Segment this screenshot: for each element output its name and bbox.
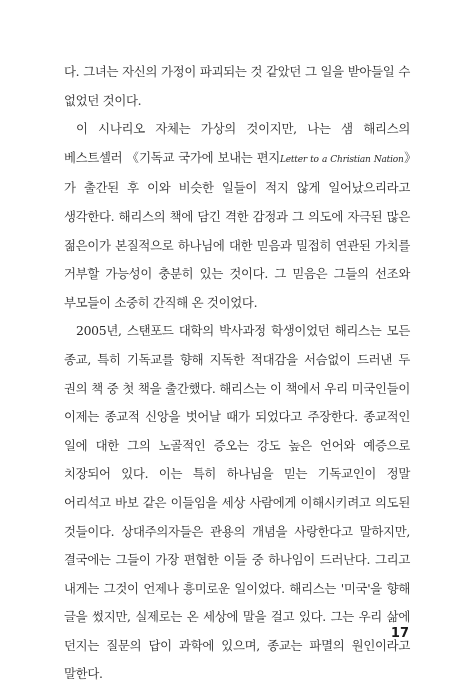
paragraph-2-text-before: 이 시나리오 자체는 가상의 것이지만, 나는 샘 해리스의 베스트셀러 《기독교 국가에 보내는 편지	[64, 121, 410, 165]
paragraph-2	[64, 115, 410, 317]
paragraph-1: 다. 그녀는 자신의 가정이 파괴되는 것 같았던 그 일을 받아들일 수 없었던 것이다.	[64, 64, 410, 108]
paragraph-3: 2005년, 스탠포드 대학의 박사과정 학생이었던 해리스는 모든 종교, 특히 기독교를 향해 지독한 적대감을 서슴없이 드러낸 두 권의 책 중 첫 책을 출간했다. 해리스는 이 책에서 우리 미국인들이 이제는 종교적 신앙을 벗어날 때가 되었다고 주장한다. 종교적인 일에 대한 그의 노골적인 증오는 강도 높은 언어와 예증으로 치장되어 있다. 이는 특히 하나님을 믿는 기독교인이 정말 어리석고 바보 같은 이들임을 세상 사람에게 이해시키려고 의도된 것들이다. 상대주의자들은 관용의 개념을 사랑한다고 말하지만, 결국에는 그들이 가장 편협한 이들 중 하나임이 드러난다. 그리고 내게는 그것이 언제나 흥미로운 일이었다. 해리스는 '미국'을 향해 글을 썼지만, 실제로는 온 세상에 말을 걸고 있다. 그는 우리 삶에 던지는 질문의 답이 과학에 있으며, 종교는 파멸의 원인이라고 말한다.	[64, 323, 410, 682]
page-number: 17	[390, 626, 409, 641]
body-text	[64, 58, 410, 689]
book-title-english: Letter to a Christian Nation	[279, 154, 404, 165]
paragraph-2-text-after: 》가 출간된 후 이와 비슷한 일들이 적지 않게 일어났으리라고 생각한다. 해리스의 책에 담긴 격한 감정과 그 의도에 자극된 많은 젊은이가 본질적으로 하나님에 대한 믿음과 밀접히 연관된 가치를 거부할 가능성이 충분히 있는 것이다. 그 믿음은 그들의 선조와 부모들이 소중히 간직해 온 것이었다.	[64, 149, 411, 310]
